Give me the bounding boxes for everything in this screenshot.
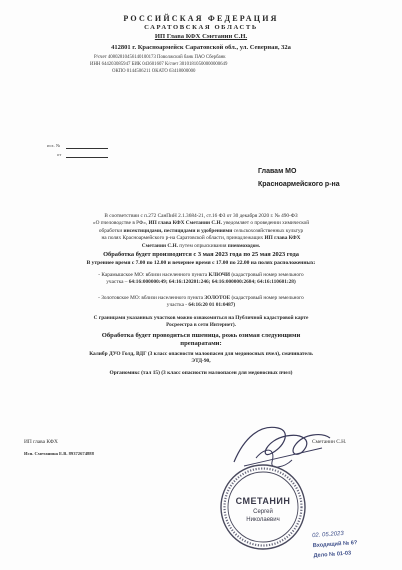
location-karamysh: [20, 272, 382, 287]
outgoing-date-line: [66, 157, 108, 158]
bank-account: Р/счет 40802810456140100173 Поволжский банк ПАО Сбербанк: [94, 55, 226, 60]
treatment-times: В утреннее время с 7.00 по 12.00 и вечернее время с 17.00 по 22.00 на полях расположенных:: [86, 260, 316, 266]
cadastral-note-line-2: Росреестра в сети Интернет).: [166, 322, 236, 329]
intro-line-3: обработки инсектицидами, пестицидами и удобрениями сельскохозяйственных культур: [98, 227, 304, 234]
outgoing-date-label: от: [57, 152, 62, 157]
location-karamysh-line-1: - Карамышское МО: вблизи населенного пункта КЛЮЧИ (кадастровый номер земельного: [98, 272, 304, 278]
addressee-title: Главам МО: [258, 168, 297, 175]
location-karamysh-line-2: участка – 64:16:000000:49; 64:16:120201:246; 64:16:000000:2684; 64:16:110601:28): [106, 279, 296, 286]
crops-heading-line-2: препаратами:: [180, 340, 222, 348]
location-zolotoe: [20, 295, 382, 310]
intro-line-1: В соответствии с п.272 СанПиН 2.1.3684-21, ст.16 ФЗ от 30 декабря 2020 г. № 490-ФЗ: [104, 213, 298, 219]
intro-line-4: на полях Красноармейского р-на Саратовской области, принадлежащих ИП глава КФХ: [101, 235, 301, 242]
registration-case: Дело № 01-03: [313, 550, 352, 560]
treatment-period: Обработка будет производится с 3 мая 2023 года по 25 мая 2023 года: [103, 251, 299, 258]
registration-incoming: Входящий № 6?: [312, 539, 358, 550]
region-heading: САРАТОВСКАЯ ОБЛАСТЬ: [144, 24, 258, 31]
seal-first-name: Сергей: [253, 509, 273, 515]
location-zolotoe-line-1: - Золотовское МО: вблизи населенного пункта ЗОЛОТОЕ (кадастровый номер земельного: [98, 295, 304, 301]
intro-line-2: «О пчеловодстве в РФ», ИП глава КФХ Сметанин С.Н. уведомляет о проведении химической: [92, 220, 310, 227]
signatory-name: Сметанин С.Н.: [312, 439, 347, 445]
preparation-kalibr-line-1: Калибр ДУО Голд, ВДГ (3 класс опасности малоопасен для медоносных пчел), смачиватель: [89, 351, 313, 357]
cadastral-note: [20, 315, 382, 330]
crops-heading-line-1: Обработка будет проводиться пшеница, рожь озимая следующими: [101, 332, 301, 339]
seal-rings: [219, 463, 307, 551]
company-address: 412801 г. Красноармейск Саратовской обл., ул. Северная, 32а: [111, 44, 291, 51]
intro-paragraph: [20, 213, 382, 250]
intro-line-5: Сметанин С.Н. путем опрыскивания пневмоходом.: [141, 242, 261, 249]
company-heading: ИП Глава КФХ Сметанин С.Н.: [154, 33, 248, 40]
crops-heading: [20, 332, 382, 348]
inn-bik: ИНН 644203085947 БИК 043601607 К/счет 30101810500000000649: [90, 62, 228, 67]
registration-stamp: [309, 529, 377, 567]
seal-patronymic: Николаевич: [246, 517, 280, 523]
registration-date: 02. 05.2023: [311, 530, 344, 540]
preparation-kalibr: [20, 351, 382, 366]
signatory-position: ИП глава КФХ: [24, 439, 58, 445]
cadastral-note-line-1: С границами указанных участков можно ознакомиться на Публичной кадастровой карте: [93, 315, 309, 321]
outgoing-number-label: исх. №: [47, 143, 61, 148]
company-seal: [219, 463, 307, 551]
okpo-okato: ОКПО 0144506211 ОКАТО 63418000000: [112, 69, 196, 74]
country-heading: РОССИЙСКАЯ ФЕДЕРАЦИЯ: [123, 14, 279, 23]
preparation-organomiks: Органомикс (тал 15) (3 класс опасности малоопасен для медоносных пчел): [109, 370, 293, 376]
addressee-district: Красноармейского р-на: [258, 181, 340, 188]
preparation-kalibr-line-2: ЭТД-90,: [191, 358, 211, 365]
seal-surname: СМЕТАНИН: [235, 496, 291, 506]
location-zolotoe-line-2: участка - 64:16:20 01 01:0487): [166, 302, 236, 309]
outgoing-number-line: [66, 148, 108, 149]
executor-contact: Исп. Сметанина Е.В. 89372674888: [24, 451, 94, 456]
